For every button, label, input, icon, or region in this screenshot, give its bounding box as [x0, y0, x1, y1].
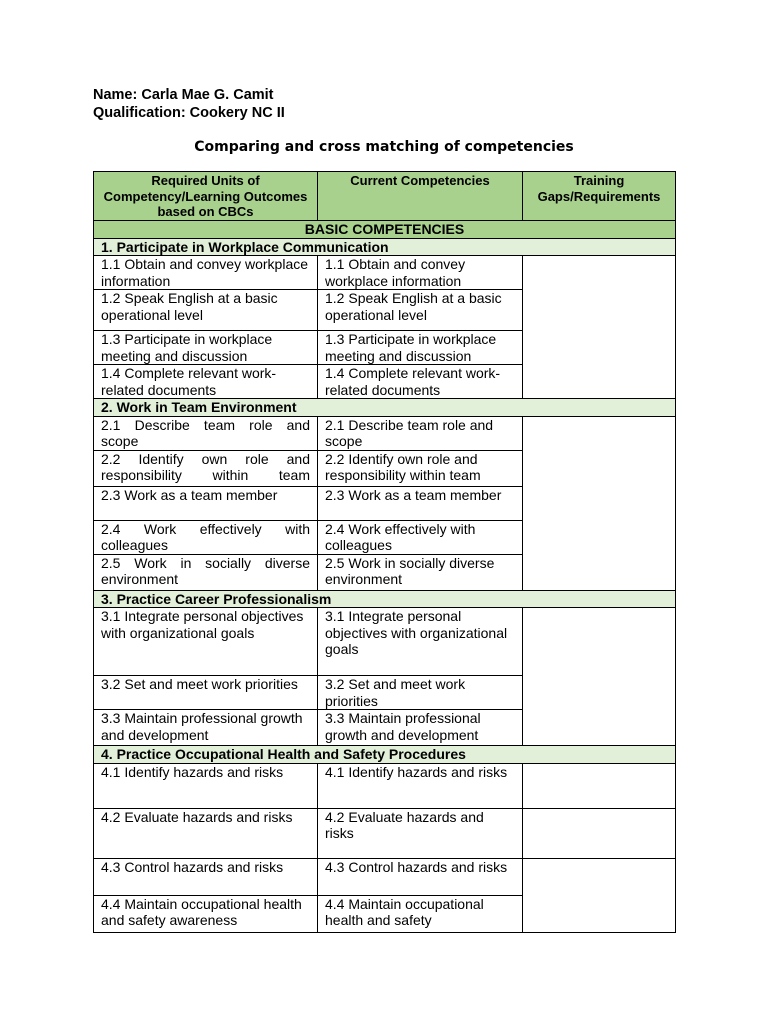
required-cell: 3.3 Maintain professional growth and development — [94, 710, 318, 746]
qualification: Qualification: Cookery NC II — [93, 105, 285, 121]
competency-table — [93, 171, 676, 933]
current-cell: 4.3 Control hazards and risks — [318, 858, 523, 895]
required-cell: 1.4 Complete relevant work-related documents — [94, 365, 318, 399]
required-cell: 1.2 Speak English at a basic operational level — [94, 290, 318, 331]
table-row — [94, 763, 676, 808]
current-cell: 3.2 Set and meet work priorities — [318, 676, 523, 710]
current-cell: 4.1 Identify hazards and risks — [318, 763, 523, 808]
current-cell: 1.2 Speak English at a basic operational level — [318, 290, 523, 331]
required-cell: 4.4 Maintain occupational health and safety awareness — [94, 895, 318, 932]
required-cell: 2.2 Identify own role and responsibility within team — [94, 450, 318, 486]
current-cell: 1.1 Obtain and convey workplace information — [318, 256, 523, 290]
required-cell: 4.1 Identify hazards and risks — [94, 763, 318, 808]
section-title: 3. Practice Career Professionalism — [94, 590, 676, 608]
table-row — [94, 608, 676, 676]
gaps-cell — [523, 808, 676, 858]
table-row — [94, 256, 676, 290]
required-cell: 2.4 Work effectively with colleagues — [94, 520, 318, 554]
required-cell: 1.3 Participate in workplace meeting and discussion — [94, 331, 318, 365]
current-cell: 3.1 Integrate personal objectives with organizational goals — [318, 608, 523, 676]
current-cell: 1.3 Participate in workplace meeting and discussion — [318, 331, 523, 365]
current-cell: 3.3 Maintain professional growth and development — [318, 710, 523, 746]
table-row — [94, 808, 676, 858]
document-title: Comparing and cross matching of competencies — [194, 139, 574, 155]
required-cell: 3.2 Set and meet work priorities — [94, 676, 318, 710]
basic-competencies-band: BASIC COMPETENCIES — [94, 221, 676, 239]
current-cell: 2.2 Identify own role and responsibility within team — [318, 450, 523, 486]
current-cell: 1.4 Complete relevant work-related documents — [318, 365, 523, 399]
current-cell: 4.4 Maintain occupational health and safety — [318, 895, 523, 932]
required-cell: 4.2 Evaluate hazards and risks — [94, 808, 318, 858]
student-name: Name: Carla Mae G. Camit — [93, 87, 274, 103]
current-cell: 2.4 Work effectively with colleagues — [318, 520, 523, 554]
section-title: 4. Practice Occupational Health and Safety Procedures — [94, 746, 676, 764]
section-title: 2. Work in Team Environment — [94, 399, 676, 417]
col-header-required: Required Units of Competency/Learning Outcomes based on CBCs — [94, 172, 318, 221]
table-header-row — [94, 172, 676, 221]
required-cell: 2.3 Work as a team member — [94, 486, 318, 520]
required-cell: 1.1 Obtain and convey workplace information — [94, 256, 318, 290]
gaps-cell — [523, 416, 676, 590]
table-row — [94, 416, 676, 450]
gaps-cell — [523, 256, 676, 399]
col-header-gaps: Training Gaps/Requirements — [523, 172, 676, 221]
section-title: 1. Participate in Workplace Communication — [94, 238, 676, 256]
gaps-cell — [523, 763, 676, 808]
gaps-cell — [523, 608, 676, 746]
col-header-current: Current Competencies — [318, 172, 523, 221]
required-cell: 2.1 Describe team role and scope — [94, 416, 318, 450]
gaps-cell — [523, 858, 676, 932]
required-cell: 4.3 Control hazards and risks — [94, 858, 318, 895]
current-cell: 4.2 Evaluate hazards and risks — [318, 808, 523, 858]
required-cell: 3.1 Integrate personal objectives with organizational goals — [94, 608, 318, 676]
current-cell: 2.5 Work in socially diverse environment — [318, 554, 523, 590]
current-cell: 2.1 Describe team role and scope — [318, 416, 523, 450]
current-cell: 2.3 Work as a team member — [318, 486, 523, 520]
table-row — [94, 858, 676, 895]
required-cell: 2.5 Work in socially diverse environment — [94, 554, 318, 590]
